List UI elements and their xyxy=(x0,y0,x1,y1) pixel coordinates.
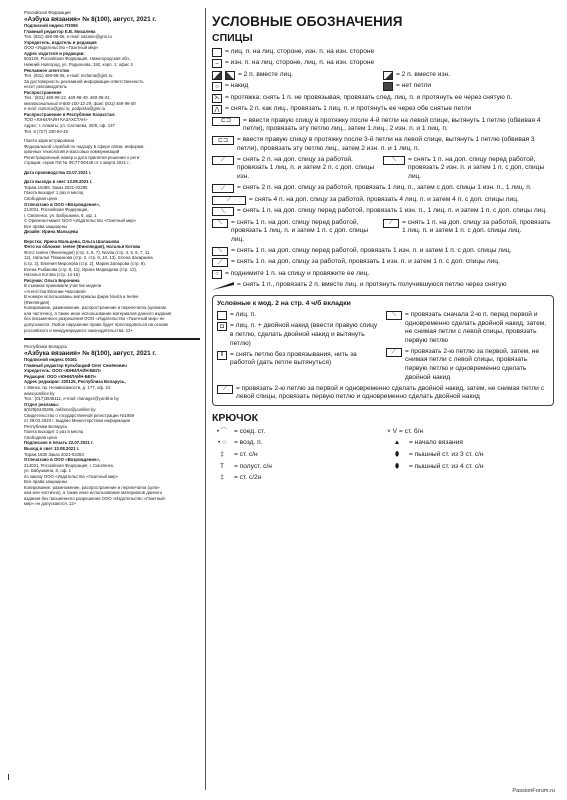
imprint-line: Подписано в печать 22.07.2021 г. xyxy=(24,440,94,446)
imprint-line: Рисунки: Ольга Боронина xyxy=(24,277,80,283)
treble-crochet-icon: ‡ xyxy=(220,474,224,482)
imprint-line: Дата производства 22.07.2021 г. xyxy=(24,169,92,175)
imprint-country-by: Республика Беларусь xyxy=(24,344,68,350)
half-double-crochet-icon: T xyxy=(220,462,224,470)
imprint-line: Федеральной службой по надзору в сфере связи, информа- xyxy=(24,143,145,149)
cross-back-double-icon: ⟋ xyxy=(386,348,402,357)
slip-stitch-icon: ‖ xyxy=(217,351,227,360)
imprint-line: Тираж 15489. Заказ 2021-02285 xyxy=(24,184,88,190)
legend-column xyxy=(212,14,554,784)
imprint-line: Тел. (831) 469-98-36, e-mail: reclama@gmi.ru xyxy=(24,73,113,79)
legend-row: ⟋ = снять 2 п. на доп. спицу за работой, провязать 1 лиц. п. и затем 2 п. с доп. спицы изн. ⟍ = снять 1 п. на доп. спицу перед работой, провязать 2 изн. п. и затем 1 п. с доп. спицы лиц. xyxy=(212,156,554,182)
imprint-line: Тираж 1830 Заказ 2021-02283 xyxy=(24,451,84,457)
double-yarn-over-icon: ◘ xyxy=(217,322,227,331)
cable-1-2-front-icon: ⟍ xyxy=(383,156,405,165)
legend-row: ⋋ = протяжка: снять 1 п. не провязывая, провязать след. лиц. п. и протянуть ее через снятую п. xyxy=(214,93,513,101)
imprint-line: Учредитель, издатель и редакция xyxy=(24,39,97,45)
imprint-line: Свободная цена xyxy=(24,196,57,201)
imprint-line: г. Смоленск, ул. Бабушкина, 8, оф. 1 xyxy=(24,212,97,218)
imprint-line: Все права защищены xyxy=(24,223,68,229)
legend-row: ⟋ = снять 1 п. на доп. спицу за работой, провязать 1 изн. п. и затем 1 п. с доп. спицы лиц. xyxy=(212,258,554,267)
model-2-legend-box xyxy=(212,295,554,405)
legend-row: ⟍ = снять 1 п. на доп. спицу перед работой, провязать 1 лиц. п. и затем 1 п. с доп. спицы лиц. ⟋ = снять 1 п. на доп. спицу за работой, провязать 1 лиц. п. и затем 1 п. с доп. спицы лиц. xyxy=(212,219,554,245)
legend-row: ⟍ = провязать сначала 2-ю п. перед первой и одновременно сделать двойной накид, затем, не снимая петли с левой спицы, провязать первую петлю xyxy=(386,311,549,345)
imprint-divider xyxy=(24,338,200,340)
legend-row: = лиц. п. на лиц. стороне, изн. п. на изн. стороне xyxy=(212,48,554,57)
imprint-line: Распространение в Республике Казахстан: xyxy=(24,111,116,117)
legend-row: • ⌒ = соед. ст. xyxy=(212,428,379,437)
imprint-line: Адрес: г. Алматы, ул. Сатпаева, 30/8, оф. 137 xyxy=(24,122,115,128)
imprint-line: «Агентства Евгении Чкаловой» xyxy=(24,288,87,294)
cable-1-1-front-icon: ⟍ xyxy=(212,219,228,228)
legend-row: ⟋ = провязать 2-ю петлю за первой, затем, не снимая петли с левой спицы, провязать первую петлю и одновременно сделать двойной накид xyxy=(386,348,549,382)
imprint-line: многоканальный 8-800-100-12-29, факс (831) 469-98-00 xyxy=(24,100,136,106)
imprint-line: Адрес издателя и редакции: xyxy=(24,50,85,56)
legend-row: T = полуст. с/н xyxy=(212,463,379,472)
imprint-line: Копирование, размножение, распространение и перепечатка (цели- xyxy=(24,484,160,490)
imprint-line: ком или частично), а также иное использование материалов данного xyxy=(24,490,163,496)
start-arrow-icon: ▲ xyxy=(393,439,401,447)
cross-front-double-icon: ⟍ xyxy=(386,311,402,320)
imprint-line: Адрес редакции: 220125, Республика Беларусь, xyxy=(24,379,126,385)
legend-row: ▲ = начало вязания xyxy=(387,439,554,448)
imprint-line: допускаются. Любое нарушение права будет преследоваться на основе xyxy=(24,322,169,328)
model-2-legend-title: Условные к мод. 2 на стр. 4 ч/б вкладки xyxy=(217,300,351,308)
imprint-column xyxy=(24,10,200,790)
no-stitch-icon xyxy=(383,82,393,91)
imprint-line: За достоверность рекламной информации ответственность xyxy=(24,78,144,84)
slip-knit-pass-icon: ⋋ xyxy=(214,95,220,101)
cable-1-2-front-rib-icon: ⟍ xyxy=(212,207,234,216)
imprint-line: ООО «Издательство «Газетный мир» xyxy=(24,45,99,51)
k2tog-icon xyxy=(212,71,222,80)
imprint-line: Подписной индекс 00161 xyxy=(24,357,78,363)
slip-stitch-crochet-icon: • ⌒ xyxy=(216,427,228,435)
imprint-line: Нижний Новгород, ул. Родионова, 192, корп. 1, офис 3 xyxy=(24,61,133,67)
imprint-line: © Оригинал-макет ООО «Издательство «Газетный мир» xyxy=(24,218,137,224)
imprint-line: 603126, Российская Федерация, Нижегородская обл., xyxy=(24,56,132,62)
yarn-over-icon: ○ xyxy=(212,82,222,91)
imprint-line: г. Минск, пр. Независимости, д. 177, оф. 34. xyxy=(24,385,112,390)
cable-1-1-front-purl-icon: ⟍ xyxy=(212,247,228,256)
legend-row: ‡ = ст. с/2н xyxy=(212,474,379,483)
knit-square-icon xyxy=(212,48,222,57)
imprint-publication-by: «Азбука вязания» № 8(100), август, 2021 г. xyxy=(24,349,157,357)
legend-row: ○ = накид = нет петли xyxy=(212,82,554,91)
imprint-line: 214031, Российская Федерация, xyxy=(24,207,89,213)
legend-row: = 2 п. вместе лиц. = 2 п. вместе изн. xyxy=(212,71,554,80)
cable-2-1-back-rib-icon: ⟋ xyxy=(212,184,234,193)
imprint-line: Главный редактор Е.В. Михалева xyxy=(24,28,96,34)
legend-row: ○ = поднимите 1 п. на спицу и провяжите ее лиц. xyxy=(212,270,554,279)
purl-dash-icon: – xyxy=(212,59,222,68)
imprint-line: Наталья Котова (стр. 14-15) xyxy=(24,272,80,278)
legend-row: • ○ = возд. п. xyxy=(212,439,379,448)
imprint-line: (стр. 3), Евгения Миронова (стр. 2), Мария Заларова (стр. 9), xyxy=(24,261,146,267)
imprint-line: Газета выходит 1 раз в месяц xyxy=(24,429,84,435)
imprint-line: или частично), а также иное использование материалов данного издания xyxy=(24,310,172,316)
imprint-line: Верстка: Ирина Мальцева, Ольга Шалашова xyxy=(24,238,120,244)
imprint-line: (Финляндия) xyxy=(24,299,50,305)
imprint-line: Регистрационный номер и дата принятия решения о реги- xyxy=(24,154,141,160)
imprint-line: от 28.02.2020 г. выдано Министерством информации xyxy=(24,418,130,424)
imprint-line: издания без письменного разрешения ООО «Издательство «Газетный xyxy=(24,495,165,501)
imprint-line: Учредитель: ООО «ЮНИЛАЙН-БЕЛ» xyxy=(24,368,102,374)
legend-row: ⋀ = снять 2 п. как лиц., провязать 1 лиц. п. и протянуть ее через обе снятые петли xyxy=(212,105,554,114)
imprint-line: ТОО «ЮНИЛАЙН КАЗАХСТАН» xyxy=(24,117,88,123)
legend-row: ⟍ = снять 1 п. на доп. спицу перед работой, провязать 1 изн. п., 1 лиц. п. и затем 1 п. с доп. спицы лиц. xyxy=(212,207,554,216)
legend-row: ⬮ = пышный ст. из 4 ст. с/н xyxy=(387,463,554,472)
legend-row: ⬮ = пышный ст. из 3 ст. с/н xyxy=(387,451,554,460)
imprint-ru-lines xyxy=(24,23,200,333)
imprint-line: российского и международного законодательства. 12+ xyxy=(24,327,134,333)
chain-icon: • ○ xyxy=(217,439,226,447)
imprint-line: Тел.: (831) 469-98-13, 469-98-49, 469-98-01, xyxy=(24,95,111,101)
p2tog-icon xyxy=(383,71,393,80)
imprint-line: www.yuniline.by xyxy=(24,390,55,396)
imprint-line: Главный редактор Кульбацкий Олег Семёнович xyxy=(24,362,127,368)
legend-row: ‖ = снять петлю без провязывания, нить за работой (дать петле вытянуться) xyxy=(217,351,380,368)
imprint-line: несет рекламодатель xyxy=(24,84,67,90)
ssk-icon xyxy=(225,71,235,80)
cable-2-1-back-icon: ⟋ xyxy=(212,156,234,165)
imprint-line: Тел. (831) 469-98-66, e-mail: vazanie@gmi.ru xyxy=(24,34,112,40)
column-divider xyxy=(205,8,206,790)
legend-row: ⊏⊐ = ввести правую спицу в протяжку после 3-й петли на левой спице, вытянуть 1 петлю (обвивая 3 петли), провязать эту петлю лиц., затем 2 изн. п. и 1 лиц. п. xyxy=(212,136,554,153)
puff-3-icon: ⬮ xyxy=(394,451,400,459)
imprint-line: Отпечатано в ООО «Возрождение», xyxy=(24,457,100,463)
legend-row: – = изн. п. на лиц. стороне, лиц. п. на изн. стороне xyxy=(212,59,554,68)
cross-back-double-both-icon: ⟋ xyxy=(217,385,233,394)
imprint-line: 12), Наталья Плакинова (стр. 2, стр. 9, 10, 13), Елена Захаркина xyxy=(24,255,153,261)
imprint-line: по заказу ООО «Издательство «Газетный мир» xyxy=(24,473,119,479)
imprint-line: Отдел рекламы: xyxy=(24,401,60,407)
legend-row: ⊏⊐ = ввести правую спицу в протяжку после 4-й петли на левой спице, вытянуть 1 петлю (обвивая 4 петли), провязать эту петлю лиц., затем 1 лиц., 2 изн. п. и 1 лиц. п. xyxy=(212,117,554,134)
wrap-3-stitches-icon: ⊏⊐ xyxy=(212,136,234,145)
imprint-line: страции: серия ПИ № ФС77-80448 от 1 марта 2021 г. xyxy=(24,160,130,166)
wrap-4-stitches-icon: ⊏⊐ xyxy=(212,117,240,126)
site-watermark: PassionForum.ru xyxy=(512,788,555,794)
imprint-line: 8(029)6330286, reklama@yuniline.by xyxy=(24,407,96,413)
legend-row: ‡ = ст. с/н xyxy=(212,451,379,460)
cable-1-1-back-icon: ⟋ xyxy=(383,219,399,228)
imprint-line: e-mail: rozmica@gmi.ru, podpiska@gmi.ru xyxy=(24,106,106,112)
imprint-line: Редакция: ООО «ЮНИЛАЙН-БЕЛ» xyxy=(24,373,97,379)
imprint-line: Фото на обложке: teetee (Финляндия), Наталья Котова xyxy=(24,244,141,250)
legend-row: × V = ст. б/н xyxy=(387,427,424,435)
imprint-line: Дизайн: Ирина Мальцева xyxy=(24,229,78,235)
imprint-line: Тел.: (017)3948111, e-mail: manager@yuniline.by xyxy=(24,396,119,402)
imprint-line: мир» не допускаются. 12+ xyxy=(24,501,77,507)
cable-4-4-back-icon: ⟋ xyxy=(212,196,246,205)
imprint-line: Выход в свет 13.08.2021 г. xyxy=(24,446,80,452)
section-title-spokes: СПИЦЫ xyxy=(212,32,253,44)
imprint-line: Распространение xyxy=(24,89,62,95)
imprint-country-ru: Российская Федерация xyxy=(24,10,71,15)
imprint-line: Фото: teetee (Финляндия) (стр. 4, 5, 7), Novita (стр. 4, 5, 6, 7, 11, xyxy=(24,249,151,255)
imprint-line: Газета выходит 1 раз в месяц xyxy=(24,190,84,196)
imprint-line: В номере использованы материалы фирм Novita и teetee xyxy=(24,294,139,300)
imprint-line: ул. Бабушкина, 8, оф. 1 xyxy=(24,468,72,474)
imprint-line: Подписной индекс П3055 xyxy=(24,23,78,29)
sk2p-wedge-icon xyxy=(212,281,234,290)
cable-1-1-back-purl-icon: ⟋ xyxy=(212,258,228,267)
legend-row: ⟋ = снять 4 п. на доп. спицу за работой, провязать 4 лиц. п. и затем 4 п. с доп. спицы лиц. xyxy=(212,196,554,205)
imprint-publication-ru: «Азбука вязания» № 8(100), август, 2021 г. xyxy=(24,15,157,23)
imprint-line: Тел. 8 (727) 330-94-49 xyxy=(24,128,68,134)
legend-row: ⟋ = снять 2 п. на доп. спицу за работой, провязать 1 лиц. п., затем с доп. спицы 1 изн. п., 1 лиц. п. xyxy=(212,184,554,193)
imprint-line: без письменного разрешения ООО «Издательство «Газетный мир» не xyxy=(24,316,165,322)
imprint-line: Отпечатано в ООО «Возрождение», xyxy=(24,201,100,207)
imprint-line: Газета зарегистрирована xyxy=(24,138,75,144)
pick-up-stitch-icon: ○ xyxy=(212,270,222,279)
centered-double-decrease-icon: ⋀ xyxy=(212,105,222,114)
page-title: УСЛОВНЫЕ ОБОЗНАЧЕНИЯ xyxy=(212,14,403,29)
imprint-line: Все права защищены xyxy=(24,479,68,485)
double-crochet-icon: ‡ xyxy=(220,451,224,459)
imprint-line: Дата выхода в свет 13.08.2021 г. xyxy=(24,179,93,185)
imprint-line: Елена Рыбакова (стр. 8, 11), Ирина Медведева (стр. 12), xyxy=(24,266,138,272)
imprint-line: Рекламное агентство xyxy=(24,67,70,73)
imprint-by-lines xyxy=(24,357,200,507)
legend-row: ◘ = лиц. п. + двойной накид (ввести правую спицу в петлю, сделать двойной накид и вытянуть петлю) xyxy=(217,322,380,348)
legend-row: = лиц. п. xyxy=(217,311,380,320)
margin-tick xyxy=(8,774,9,780)
imprint-line: Копирование, размножение, распространение и перепечатка (целиком xyxy=(24,305,166,311)
section-title-hook: КРЮЧОК xyxy=(212,411,259,424)
imprint-line: Свободная цена xyxy=(24,434,57,440)
imprint-line: 214031, Российская Федерация, г. Смоленск, xyxy=(24,462,115,468)
legend-row: = снять 1 п., провязать 2 п. вместе лиц. и протянуть получившуюся петлю через снятую xyxy=(212,281,554,290)
puff-4-icon: ⬮ xyxy=(394,462,400,470)
imprint-line: В съемках принимали участие модели xyxy=(24,283,102,289)
knit-square-icon xyxy=(217,311,227,320)
imprint-line: ционных технологий и массовых коммуникаций xyxy=(24,149,120,155)
imprint-line: Свидетельство о государственной регистрации №1959 xyxy=(24,412,135,418)
legend-row: ⟍ = снять 1 п. на доп. спицу перед работой, провязать 1 изн. п. и затем 1 п. с доп. спицы лиц. xyxy=(212,247,554,256)
legend-row: ⟋ = провязать 2-ю петлю за первой и одновременно сделать двойной накид, затем, не снимая петли с левой спицы, провязать первую петлю и одновременно сделать двойной накид xyxy=(217,385,549,402)
imprint-line: Республики Беларусь xyxy=(24,423,68,429)
